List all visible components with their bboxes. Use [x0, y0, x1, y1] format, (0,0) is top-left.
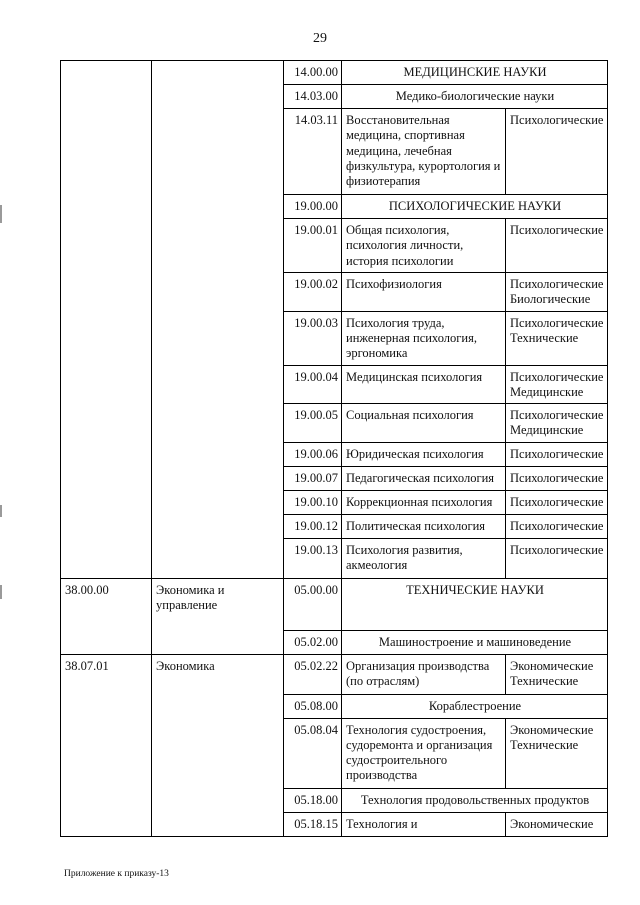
specialty-code: 19.00.06 — [284, 442, 342, 466]
science-branches: Психологические Биологические — [506, 273, 608, 312]
specialty-code: 05.08.00 — [284, 694, 342, 718]
specialty-code: 19.00.12 — [284, 514, 342, 538]
science-branches: Экономические — [506, 812, 608, 836]
specialty-name: Политическая психология — [342, 514, 506, 538]
specialty-name: Психология труда, инженерная психология, эргономика — [342, 311, 506, 365]
section-heading: ТЕХНИЧЕСКИЕ НАУКИ — [342, 578, 608, 630]
footer-note: Приложение к приказу-13 — [64, 869, 169, 879]
science-branches: Психологические — [506, 538, 608, 578]
specialty-code: 14.03.00 — [284, 85, 342, 109]
margin-mark — [0, 505, 2, 517]
specialty-code: 14.00.00 — [284, 61, 342, 85]
science-branches: Психологические — [506, 514, 608, 538]
specialty-code: 19.00.00 — [284, 195, 342, 219]
section-heading: ПСИХОЛОГИЧЕСКИЕ НАУКИ — [342, 195, 608, 219]
specialty-code: 05.18.00 — [284, 788, 342, 812]
specialty-code: 05.02.22 — [284, 654, 342, 694]
specialty-name: Организация производства (по отраслям) — [342, 654, 506, 694]
program-name-cell: Экономика и управление — [152, 578, 284, 654]
specialty-code: 19.00.03 — [284, 311, 342, 365]
program-name-cell: Экономика — [152, 654, 284, 836]
specialty-name: Восстановительная медицина, спортивная медицина, лечебная физкультура, курортология и физиотерапия — [342, 109, 506, 195]
science-branches: Экономические Технические — [506, 718, 608, 788]
subsection-heading: Кораблестроение — [342, 694, 608, 718]
subsection-heading: Машиностроение и машиноведение — [342, 630, 608, 654]
specialty-name: Юридическая психология — [342, 442, 506, 466]
subsection-heading: Медико-биологические науки — [342, 85, 608, 109]
specialty-code: 19.00.04 — [284, 365, 342, 404]
science-branches: Психологические — [506, 109, 608, 195]
specialty-name: Психофизиология — [342, 273, 506, 312]
program-code-cell: 38.00.00 — [61, 578, 152, 654]
margin-mark — [0, 585, 2, 599]
page-number: 29 — [313, 31, 327, 46]
specialty-name: Коррекционная психология — [342, 490, 506, 514]
specialty-code: 19.00.01 — [284, 219, 342, 273]
specialty-name: Технология и — [342, 812, 506, 836]
specialty-code: 19.00.05 — [284, 404, 342, 443]
specialty-code: 19.00.02 — [284, 273, 342, 312]
specialty-code: 19.00.07 — [284, 466, 342, 490]
specialty-code: 05.02.00 — [284, 630, 342, 654]
program-name-cell — [152, 61, 284, 579]
section-heading: МЕДИЦИНСКИЕ НАУКИ — [342, 61, 608, 85]
table-row — [61, 654, 608, 694]
specialty-name: Педагогическая психология — [342, 466, 506, 490]
specialty-code: 05.18.15 — [284, 812, 342, 836]
specialty-code: 19.00.13 — [284, 538, 342, 578]
science-branches: Психологические — [506, 219, 608, 273]
table-row — [61, 578, 608, 630]
specialty-name: Социальная психология — [342, 404, 506, 443]
subsection-heading: Технология продовольственных продуктов — [342, 788, 608, 812]
specialty-table — [60, 60, 608, 837]
science-branches: Экономические Технические — [506, 654, 608, 694]
specialty-code: 05.08.04 — [284, 718, 342, 788]
science-branches: Психологические — [506, 466, 608, 490]
specialty-name: Технология судостроения, судоремонта и организация судостроительного производства — [342, 718, 506, 788]
science-branches: Психологические Технические — [506, 311, 608, 365]
specialty-name: Медицинская психология — [342, 365, 506, 404]
specialty-name: Психология развития, акмеология — [342, 538, 506, 578]
margin-mark — [0, 205, 2, 223]
table-row — [61, 61, 608, 85]
program-code-cell: 38.07.01 — [61, 654, 152, 836]
science-branches: Психологические — [506, 490, 608, 514]
specialty-code: 14.03.11 — [284, 109, 342, 195]
science-branches: Психологические Медицинские — [506, 404, 608, 443]
science-branches: Психологические — [506, 442, 608, 466]
specialty-code: 05.00.00 — [284, 578, 342, 630]
program-code-cell — [61, 61, 152, 579]
specialty-code: 19.00.10 — [284, 490, 342, 514]
science-branches: Психологические Медицинские — [506, 365, 608, 404]
specialty-name: Общая психология, психология личности, история психологии — [342, 219, 506, 273]
